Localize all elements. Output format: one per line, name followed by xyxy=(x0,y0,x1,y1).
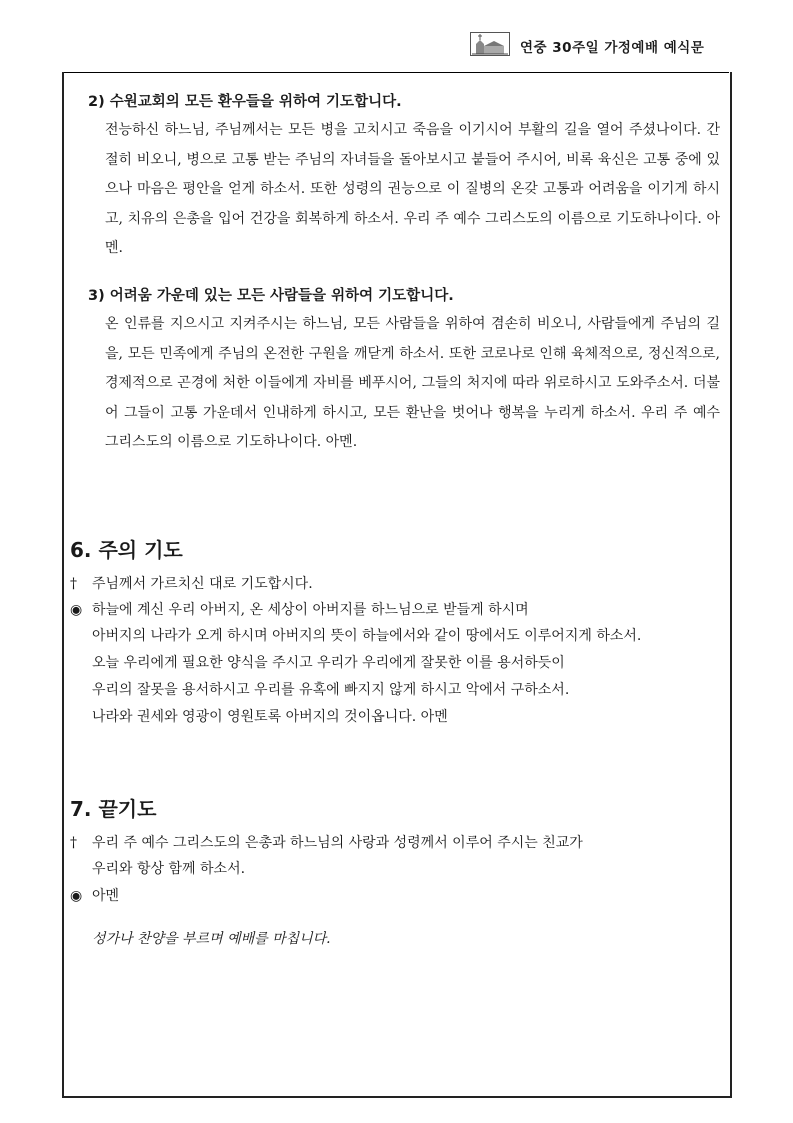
leader-text: 우리와 항상 함께 하소서. xyxy=(92,861,246,877)
prayer-heading: 3) 어려움 가운데 있는 모든 사람들을 위하여 기도합니다. xyxy=(88,288,454,304)
prayer-body: 온 인류를 지으시고 지켜주시는 하느님, 모든 사람들을 위하여 겸손히 비오니, 사람들에게 주님의 길을, 모든 민족에게 주님의 온전한 구원을 깨닫게 하소서. 또한 코로나로 인해 육체적으로, 정신적으로, 경제적으로 곤경에 처한 이들에게 자비를 베푸시어, 그들의 처지에 따라 위로하시고 도와주소서. 더불어 그들이 고통 가운데서 인내하게 하시고, 모든 환난을 벗어나 행복을 누리게 하소서. 우리 주 예수 그리스도의 이름으로 기도하나이다. 아멘. xyxy=(105,316,720,450)
people-text: 아멘 xyxy=(92,888,120,904)
page-header xyxy=(470,32,726,60)
people-line xyxy=(70,597,529,623)
bullseye-icon: ◉ xyxy=(70,602,83,618)
people-text: 오늘 우리에게 필요한 양식을 주시고 우리가 우리에게 잘못한 이를 용서하듯이 xyxy=(92,655,565,671)
bullseye-icon: ◉ xyxy=(70,888,83,904)
section-title-closing-prayer: 7. 끝기도 xyxy=(70,797,157,821)
prayer-heading: 2) 수원교회의 모든 환우들을 위하여 기도합니다. xyxy=(88,94,402,110)
people-text: 우리의 잘못을 용서하시고 우리를 유혹에 빠지지 않게 하시고 악에서 구하소서. xyxy=(92,682,570,698)
people-text: 아버지의 나라가 오게 하시며 아버지의 뜻이 하늘에서와 같이 땅에서도 이루어지게 하소서. xyxy=(92,628,642,644)
people-text: 나라와 권세와 영광이 영원토록 아버지의 것이옵니다. 아멘 xyxy=(92,709,448,725)
people-text: 하늘에 계신 우리 아버지, 온 세상이 아버지를 하느님으로 받들게 하시며 xyxy=(92,602,529,618)
dagger-icon: † xyxy=(70,835,77,851)
prayer-item xyxy=(88,88,720,264)
section-title-lords-prayer: 6. 주의 기도 xyxy=(70,538,183,562)
leader-text: 주님께서 가르치신 대로 기도합시다. xyxy=(92,576,313,592)
church-logo-icon xyxy=(470,32,510,56)
prayer-item xyxy=(88,282,720,458)
dagger-icon: † xyxy=(70,576,77,592)
leader-line xyxy=(70,571,313,597)
closing-note: 성가나 찬양을 부르며 예배를 마칩니다. xyxy=(92,931,331,947)
people-line xyxy=(70,883,119,909)
prayer-body: 전능하신 하느님, 주님께서는 모든 병을 고치시고 죽음을 이기시어 부활의 길을 열어 주셨나이다. 간절히 비오니, 병으로 고통 받는 주님의 자녀들을 돌아보시고 붙들어 주시어, 비록 육신은 고통 중에 있으나 마음은 평안을 얻게 하소서. 또한 성령의 권능으로 이 질병의 온갖 고통과 어려움을 이기게 하시고, 치유의 은총을 입어 건강을 회복하게 하소서. 우리 주 예수 그리스도의 이름으로 기도하나이다. 아멘. xyxy=(105,122,720,256)
leader-line xyxy=(70,830,583,856)
leader-text: 우리 주 예수 그리스도의 은총과 하느님의 사랑과 성령께서 이루어 주시는 친교가 xyxy=(92,835,583,851)
header-title: 연중 30주일 가정예배 예식문 xyxy=(520,40,705,56)
